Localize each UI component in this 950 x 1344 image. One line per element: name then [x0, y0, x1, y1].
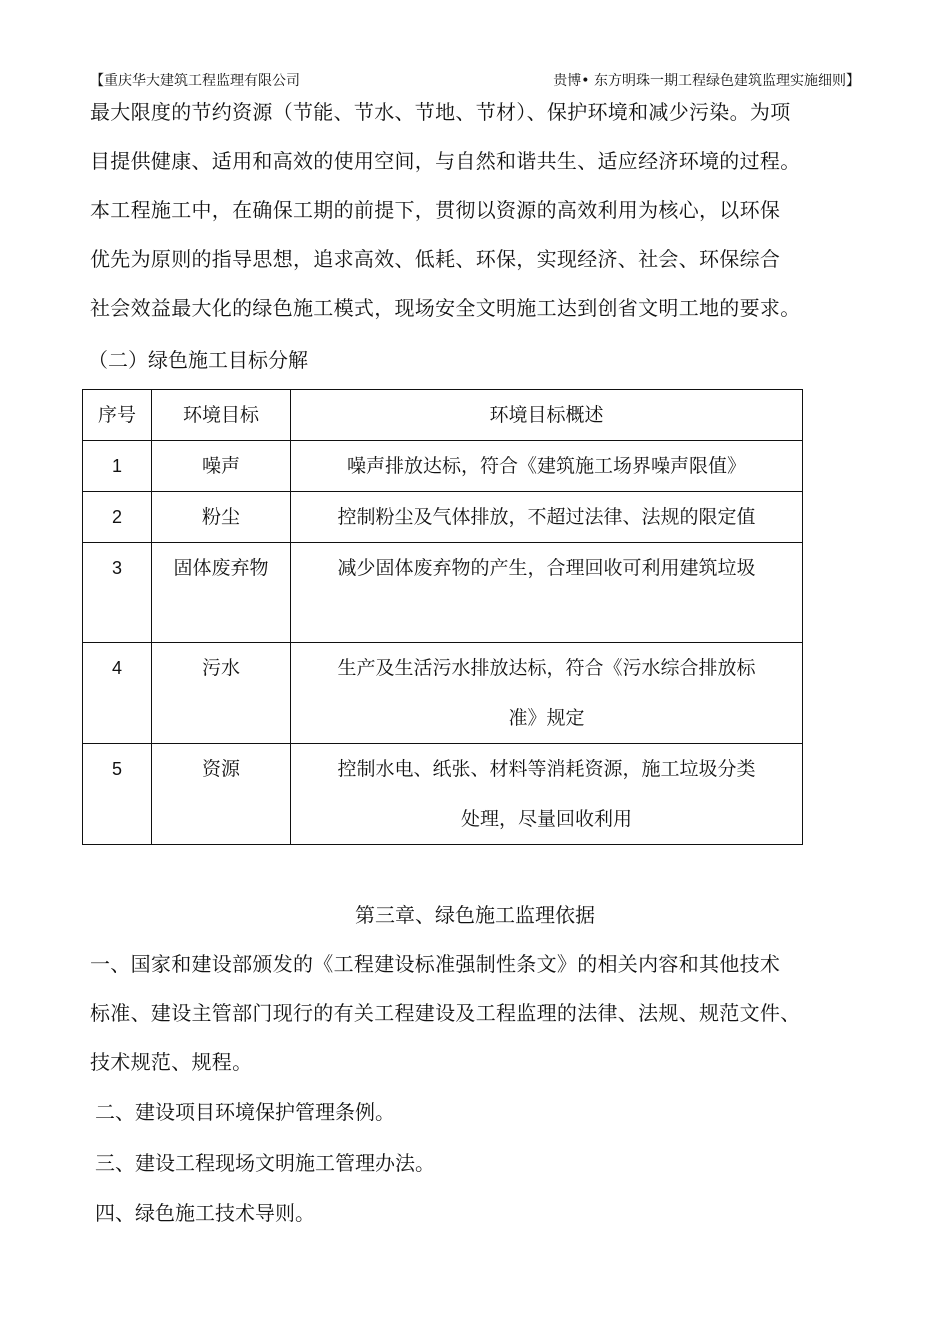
row-number: 5: [83, 744, 152, 845]
header-document-title: 贵博• 东方明珠一期工程绿色建筑监理实施细则】: [553, 73, 860, 89]
row-target: 资源: [152, 744, 291, 845]
intro-line: 优先为原则的指导思想，追求高效、低耗、环保，实现经济、社会、环保综合: [90, 247, 781, 271]
table-row: [83, 492, 803, 543]
column-header-target: 环境目标: [152, 390, 291, 441]
basis-item: 四、绿色施工技术导则。: [95, 1201, 315, 1225]
row-target: 噪声: [152, 441, 291, 492]
intro-line: 最大限度的节约资源（节能、节水、节地、节材）、保护环境和减少污染。为项: [90, 100, 791, 124]
row-description: 生产及生活污水排放达标，符合《污水综合排放标 准》规定: [291, 643, 803, 744]
chapter-title: 第三章、绿色施工监理依据: [355, 903, 595, 927]
table-row: [83, 643, 803, 744]
table-row: [83, 543, 803, 643]
table-row: [83, 744, 803, 845]
row-target: 粉尘: [152, 492, 291, 543]
green-construction-goals-table: [82, 389, 803, 845]
row-description: 减少固体废弃物的产生，合理回收可利用建筑垃圾: [291, 543, 803, 643]
intro-line: 目提供健康、适用和高效的使用空间，与自然和谐共生、适应经济环境的过程。: [90, 149, 801, 173]
table-header-row: [83, 390, 803, 441]
intro-paragraph: [90, 88, 865, 333]
basis-line: 技术规范、规程。: [90, 1050, 253, 1074]
intro-line: 社会效益最大化的绿色施工模式，现场安全文明施工达到创省文明工地的要求。: [90, 296, 801, 320]
row-target: 固体废弃物: [152, 543, 291, 643]
row-description: 控制水电、纸张、材料等消耗资源，施工垃圾分类 处理，尽量回收利用: [291, 744, 803, 845]
row-number: 1: [83, 441, 152, 492]
row-target: 污水: [152, 643, 291, 744]
basis-paragraph: [90, 940, 865, 1087]
basis-item: 三、建设工程现场文明施工管理办法。: [95, 1151, 435, 1175]
intro-line: 本工程施工中，在确保工期的前提下，贯彻以资源的高效利用为核心，以环保: [90, 198, 781, 222]
row-number: 2: [83, 492, 152, 543]
basis-line: 标准、建设主管部门现行的有关工程建设及工程监理的法律、法规、规范文件、: [90, 1001, 801, 1025]
row-description: 控制粉尘及气体排放，不超过法律、法规的限定值: [291, 492, 803, 543]
row-description: 噪声排放达标，符合《建筑施工场界噪声限值》: [291, 441, 803, 492]
header-company: 【重庆华大建筑工程监理有限公司: [90, 73, 300, 89]
column-header-description: 环境目标概述: [291, 390, 803, 441]
section-subheading: （二）绿色施工目标分解: [88, 348, 308, 372]
column-header-number: 序号: [83, 390, 152, 441]
basis-item: 二、建设项目环境保护管理条例。: [95, 1100, 395, 1124]
basis-line: 一、国家和建设部颁发的《工程建设标准强制性条文》的相关内容和其他技术: [90, 952, 781, 976]
row-number: 3: [83, 543, 152, 643]
table-row: [83, 441, 803, 492]
row-number: 4: [83, 643, 152, 744]
